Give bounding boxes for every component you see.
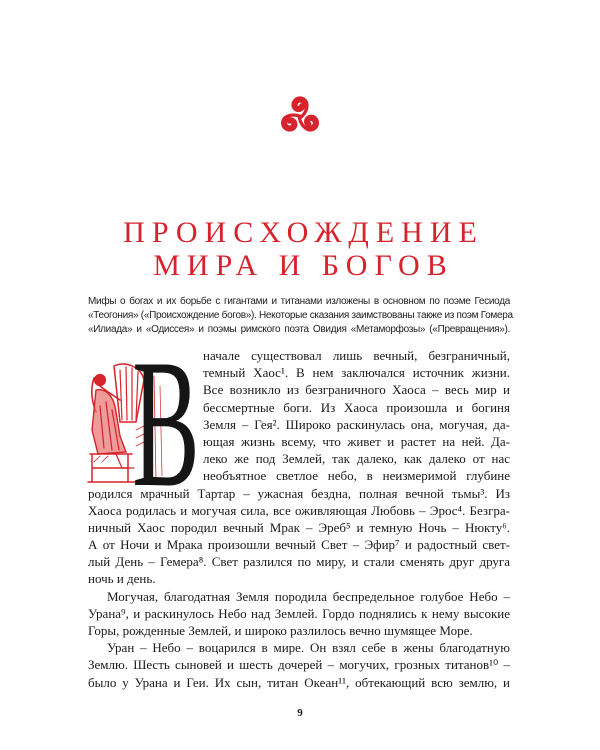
body-line: Могучая, благодатная Земля породила беспредельное голубое Небо – [107, 588, 510, 604]
intro-line: «Теогония» («Происхождение богов»). Некоторые сказания заимствованы также из поэм Гомера [88, 310, 513, 321]
paragraph [88, 639, 510, 691]
body-line: начале существовал лишь вечный, безграничный, [203, 348, 510, 363]
chapter-title-line-1: ПРОИСХОЖДЕНИЕ [123, 216, 484, 249]
body-line: Уран – Небо – воцарился в мире. Он взял себе в жены благодатную [107, 640, 510, 656]
body-line: ночь и день. [88, 571, 156, 587]
page-number: 9 [297, 707, 303, 719]
body-line: темный Хаос¹. В нем заключался источник жизни. [203, 365, 510, 381]
body-line: было у Урана и Геи. Их сын, титан Океан¹¹, обтекающий всю землю, и [88, 674, 510, 690]
paragraph [88, 347, 510, 588]
body-line: Горы, рожденные Землей, и широко разлилось вечно шумящее Море. [88, 623, 473, 638]
body-line: Урана⁹, и раскинулось Небо над Землей. Гордо поднялись к нему высокие [88, 605, 510, 621]
triskelion-icon [278, 95, 322, 139]
body-line: Земля – Гея². Широко раскинулась она, могучая, да- [203, 416, 510, 432]
body-line: бессмертные боги. Из Хаоса произошла и богиня [203, 399, 510, 415]
paragraph [88, 588, 510, 640]
body-line: родился мрачный Тартар – ужасная бездна, полная вечной тьмы³. Из [88, 485, 510, 501]
chapter-title-line-2: МИРА И БОГОВ [153, 249, 454, 282]
body-line: ничный Хаос породил вечный Мрак – Эреб⁵ и темную Ночь – Нюкту⁶. [88, 519, 510, 535]
body-line: ющая жизнь всему, что живет и растет на ней. Да- [203, 433, 510, 449]
body-line: Землю. Шесть сыновей и шесть дочерей – могучих, грозных титанов¹⁰ – [88, 657, 510, 673]
body-text [88, 347, 510, 691]
body-line: Все возникло из безграничного Хаоса – весь мир и [203, 382, 510, 398]
intro-line: «Илиада» и «Одиссея» и поэмы римского поэта Овидия «Метаморфозы» («Превращения»). [88, 324, 510, 335]
body-line: Хаоса родилась и могучая сила, все оживляющая Любовь – Эрос⁴. Безгра- [88, 502, 510, 518]
drop-cap-letter: В [132, 356, 200, 490]
intro-line: Мифы о богах и их борьбе с гигантами и титанами изложены в основном по поэме Гесиода [88, 296, 510, 307]
body-line: лый День – Гемера⁸. Свет разлился по миру, и стали сменять друг друга [88, 554, 510, 570]
body-line: А от Ночи и Мрака произошли вечный Свет – Эфир⁷ и радостный свет- [88, 537, 510, 553]
body-line: необъятное светлое небо, в неизмеримой глубине [203, 468, 510, 484]
body-line: леко же под Землей, так далеко, как далеко от нас [203, 451, 510, 467]
intro-note [88, 295, 513, 337]
triskelion-arm [296, 110, 320, 132]
